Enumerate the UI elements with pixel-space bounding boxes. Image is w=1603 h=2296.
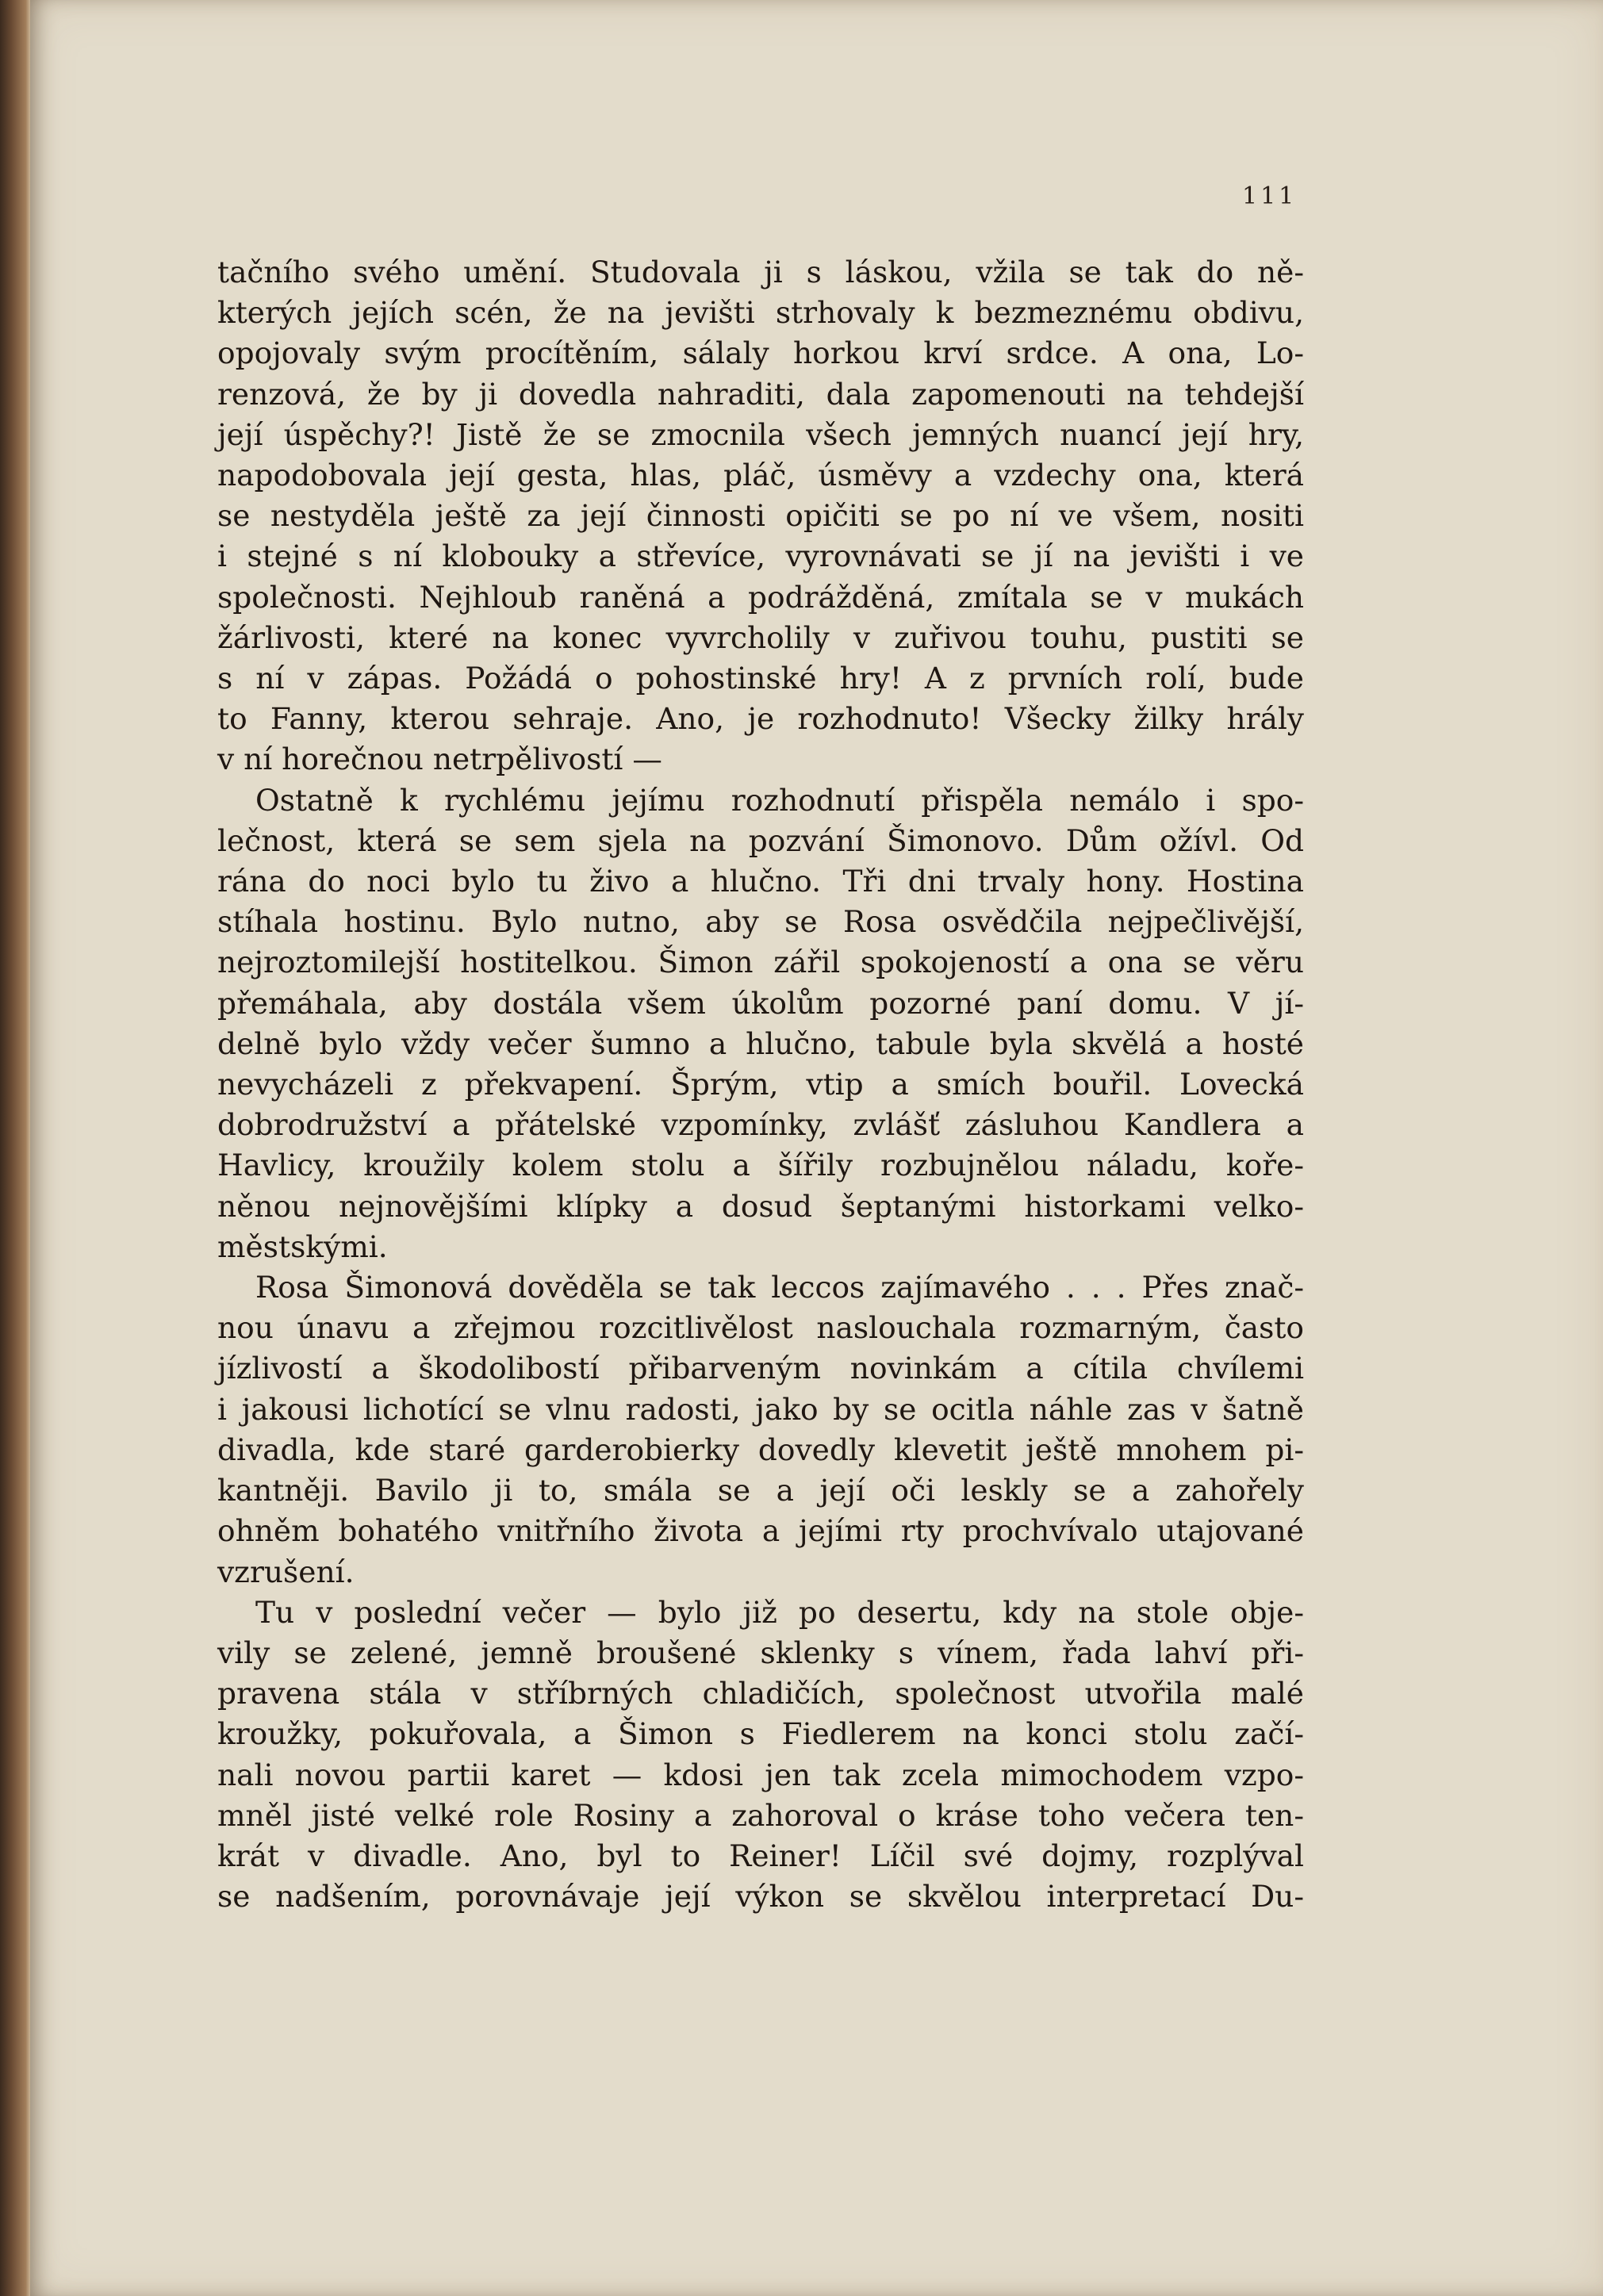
- text-line: lečnost, která se sem sjela na pozvání Šimonovo. Dům ožívl. Od: [217, 822, 1304, 858]
- text-line: Ostatně k rychlému jejímu rozhodnutí přispěla nemálo i spo-: [255, 782, 1304, 818]
- text-line: se nadšením, porovnávaje její výkon se skvělou interpretací Du-: [217, 1879, 1304, 1915]
- text-line: renzová, že by ji dovedla nahraditi, dala zapomenouti na tehdejší: [217, 376, 1304, 412]
- text-line: dobrodružství a přátelské vzpomínky, zvlášť zásluhou Kandlera a: [217, 1107, 1304, 1143]
- text-line: nali novou partii karet — kdosi jen tak zcela mimochodem vzpo-: [217, 1757, 1304, 1792]
- text-line: vily se zelené, jemně broušené sklenky s vínem, řada lahví při-: [217, 1635, 1304, 1670]
- text-line: i jakousi lichotící se vlnu radosti, jako by se ocitla náhle zas v šatně: [217, 1391, 1304, 1427]
- text-line: Rosa Šimonová dověděla se tak leccos zajímavého . . . Přes znač-: [255, 1270, 1304, 1305]
- text-line: jízlivostí a škodolibostí přibarveným novinkám a cítila chvílemi: [217, 1351, 1304, 1386]
- text-line: ohněm bohatého vnitřního života a jejími rty prochvívalo utajované: [217, 1513, 1304, 1549]
- text-line: i stejné s ní klobouky a střevíce, vyrovnávati se jí na jevišti i ve: [217, 539, 1304, 574]
- text-line: tačního svého umění. Studovala ji s láskou, vžila se tak do ně-: [217, 255, 1304, 289]
- text-line: to Fanny, kterou sehraje. Ano, je rozhodnuto! Všecky žilky hrály: [217, 701, 1304, 737]
- text-line: kantněji. Bavilo ji to, smála se a její oči leskly se a zahořely: [217, 1473, 1304, 1508]
- body-text: [217, 252, 1304, 1917]
- text-line: pravena stála v stříbrných chladičích, společnost utvořila malé: [217, 1676, 1304, 1711]
- text-line: Havlicy, kroužily kolem stolu a šířily rozbujnělou náladu, koře-: [217, 1148, 1304, 1183]
- text-line: městskými.: [217, 1228, 388, 1264]
- text-line: něnou nejnovějšími klípky a dosud šeptanými historkami velko-: [217, 1188, 1304, 1224]
- page-number: 111: [1242, 182, 1298, 210]
- text-line: s ní v zápas. Požádá o pohostinské hry! A z prvních rolí, bude: [217, 661, 1304, 696]
- text-line: kterých jejích scén, že na jevišti strhovaly k bezmeznému obdivu,: [217, 295, 1304, 331]
- text-line: nou únavu a zřejmou rozcitlivělost naslouchala rozmarným, často: [217, 1310, 1304, 1346]
- text-line: kroužky, pokuřovala, a Šimon s Fiedlerem na konci stolu začí-: [217, 1716, 1304, 1752]
- text-line: žárlivosti, které na konec vyvrcholily v zuřivou touhu, pustiti se: [217, 619, 1304, 655]
- text-line: společnosti. Nejhloub raněná a podrážděná, zmítala se v mukách: [217, 579, 1304, 615]
- text-line: nevycházeli z překvapení. Šprým, vtip a smích bouřil. Lovecká: [217, 1067, 1304, 1102]
- text-line: nejroztomilejší hostitelkou. Šimon zářil spokojeností a ona se věru: [217, 945, 1304, 980]
- text-line: opojovaly svým procítěním, sálaly horkou krví srdce. A ona, Lo-: [217, 335, 1304, 371]
- text-line: divadla, kde staré garderobierky dovedly klevetit ještě mnohem pi-: [217, 1432, 1304, 1467]
- text-line: delně bylo vždy večer šumno a hlučno, tabule byla skvělá a hosté: [217, 1025, 1304, 1061]
- text-line: Tu v poslední večer — bylo již po desertu, kdy na stole obje-: [255, 1594, 1304, 1630]
- text-line: krát v divadle. Ano, byl to Reiner! Líčil své dojmy, rozplýval: [217, 1838, 1304, 1873]
- text-line: stíhala hostinu. Bylo nutno, aby se Rosa osvědčila nejpečlivější,: [217, 904, 1304, 940]
- text-line: vzrušení.: [217, 1554, 355, 1589]
- text-line: její úspěchy?! Jistě že se zmocnila všech jemných nuancí její hry,: [217, 416, 1304, 452]
- book-spine: [0, 0, 30, 2296]
- text-line: přemáhala, aby dostála všem úkolům pozorné paní domu. V jí-: [217, 985, 1304, 1021]
- text-line: se nestyděla ještě za její činnosti opičiti se po ní ve všem, nositi: [217, 498, 1304, 534]
- text-line: v ní horečnou netrpělivostí —: [217, 742, 662, 777]
- text-line: rána do noci bylo tu živo a hlučno. Tři dni trvaly hony. Hostina: [217, 864, 1304, 899]
- text-line: napodobovala její gesta, hlas, pláč, úsměvy a vzdechy ona, která: [217, 458, 1304, 493]
- text-line: mněl jisté velké role Rosiny a zahoroval o kráse toho večera ten-: [217, 1797, 1304, 1833]
